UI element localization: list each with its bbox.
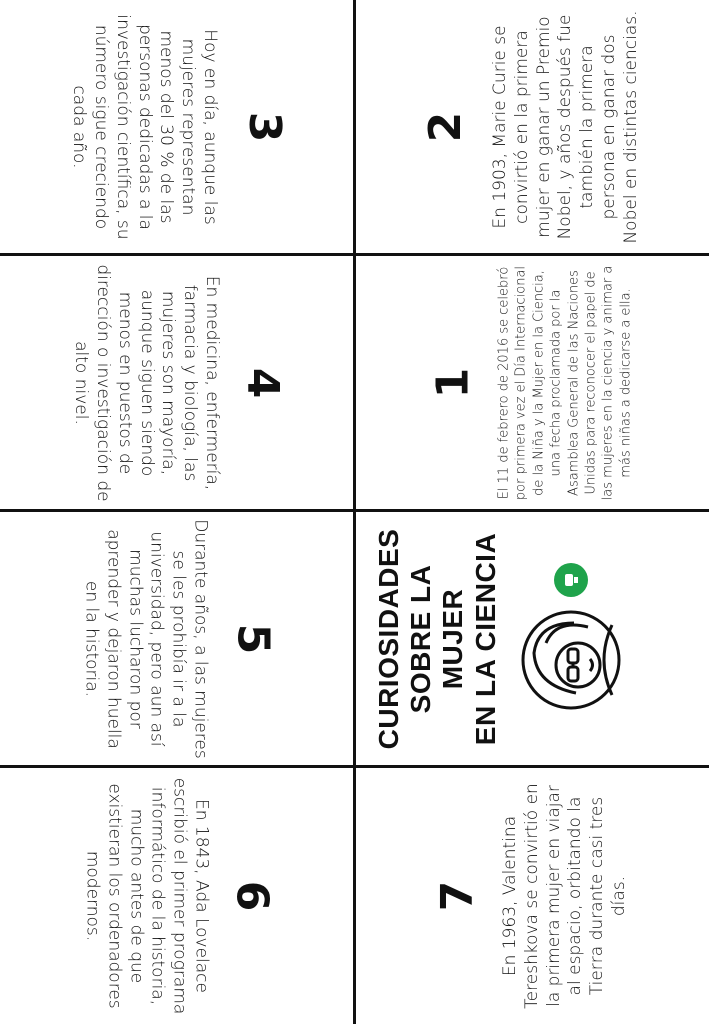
cover-card — [356, 512, 709, 765]
card-text: En 1903, Marie Curie se convirtió en la primera mujer en ganar un Premio Nobel, y años después fue también la primera persona en ganar dos Nobel en distintas ciencias. — [489, 9, 640, 244]
card-3 — [0, 0, 353, 253]
card-number: 6 — [225, 880, 277, 912]
card-number: 4 — [236, 367, 288, 398]
logo-badge-icon — [553, 563, 587, 597]
card-7 — [356, 768, 709, 1024]
cover-title-line-1: CURIOSIDADES — [372, 528, 404, 749]
card-2 — [356, 0, 709, 253]
card-number: 2 — [419, 111, 471, 142]
card-text: El 11 de febrero de 2016 se celebró por primera vez el Día Internacional de la Niña y la Mujer en la Ciencia, una fecha proclamada por la Asamblea General de las Naciones Unidas para reconocer el papel de las mujeres en la ciencia y animar a más niñas a dedicarse a ella. — [495, 265, 633, 500]
card-4 — [0, 256, 353, 509]
card-number: 5 — [226, 623, 278, 654]
card-text: En 1843, Ada Lovelace escribió el primer programa informático de la historia, mucho antes de que existieran los ordenadores modernos. — [82, 777, 211, 1015]
card-5 — [0, 512, 353, 765]
cover-title-line-2: SOBRE LA MUJER — [404, 564, 468, 713]
card-1 — [356, 256, 709, 509]
card-text: Durante años, a las mujeres se les prohibía ir a la universidad, pero aun así muchas lucharon por aprender y dejaron huella en la historia. — [81, 518, 210, 759]
card-text: En medicina, enfermería, farmacia y biología, las mujeres son mayoría, aunque siguen siendo menos en puestos de dirección o investigación de alto nivel. — [71, 263, 222, 502]
card-number: 3 — [238, 111, 290, 142]
cover-title — [373, 519, 502, 759]
card-text: En 1963, Valentina Tereshkova se convirtió en la primera mujer en viajar al espacio, orbitando la Tierra durante casi tres días. — [499, 783, 628, 1009]
cover-title-line-3: EN LA CIENCIA — [469, 532, 501, 745]
card-6 — [0, 768, 353, 1024]
woman-scientist-icon — [515, 605, 625, 715]
card-text: Hoy en día, aunque las mujeres representan menos del 30 % de las personas dedicadas a la investigación científica, su número sigue creciendo cada año. — [69, 13, 220, 240]
card-number: 7 — [431, 880, 483, 912]
card-number: 1 — [426, 367, 478, 398]
